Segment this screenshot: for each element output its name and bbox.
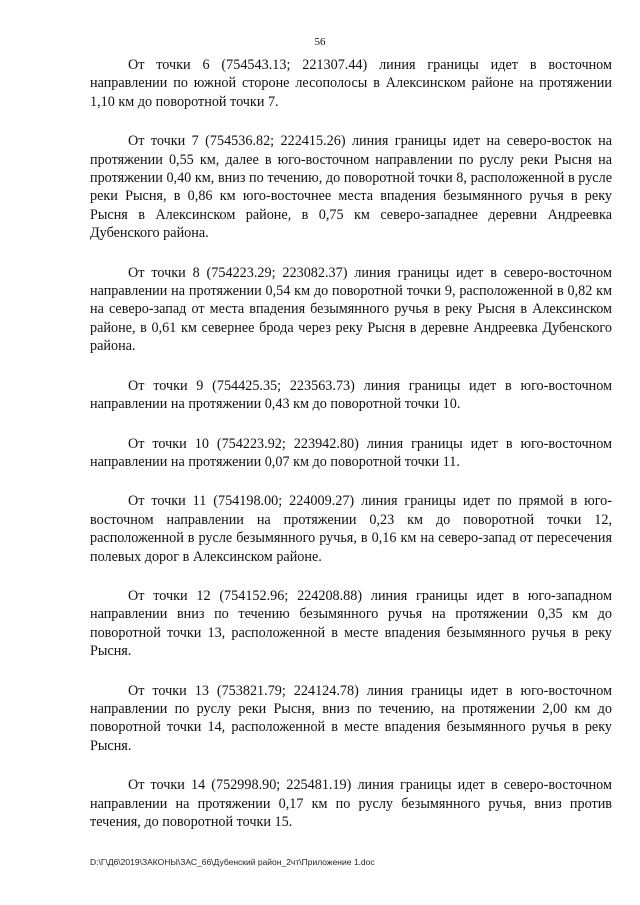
- page-number: 56: [314, 36, 326, 48]
- footer-file-path: D:\Г\Д6\2019\ЗАКОНЫ\ЗАС_66\Дубенский район_2чт\Приложение 1.doc: [90, 857, 375, 867]
- paragraph-point-11: От точки 11 (754198.00; 224009.27) линия границы идет по прямой в юго-восточном направлении на протяжении 0,23 км до поворотной точки 12, расположенной в русле безымянного ручья, в 0,16 км на северо-запад от пересечения полевых дорог в Алексинском районе.: [90, 493, 612, 565]
- paragraph-point-7: От точки 7 (754536.82; 222415.26) линия границы идет на северо-восток на протяжении 0,55 км, далее в юго-восточном направлении по руслу реки Рысня на протяжении 0,40 км, вниз по течению, до поворотной точки 8, расположенной в русле реки Рысня, в 0,86 км юго-восточнее места впадения безымянного ручья в реку Рысня в Алексинском районе, в 0,75 км северо-западнее деревни Андреевка Дубенского района.: [90, 133, 612, 242]
- paragraph-point-12: От точки 12 (754152.96; 224208.88) линия границы идет в юго-западном направлении вниз по течению безымянного ручья на протяжении 0,35 км до поворотной точки 13, расположенной в месте впадения безымянного ручья в реку Рысня.: [90, 587, 612, 660]
- paragraph-point-13: От точки 13 (753821.79; 224124.78) линия границы идет в юго-восточном направлении по руслу реки Рысня, вниз по течению, на протяжении 2,00 км до поворотной точки 14, расположенной в месте впадения безымянного ручья в реку Рысня.: [90, 682, 612, 754]
- paragraph-point-14: От точки 14 (752998.90; 225481.19) линия границы идет в северо-восточном направлении на протяжении 0,17 км по руслу безымянного ручья, вниз против течения, до поворотной точки 15.: [90, 777, 612, 830]
- paragraph-point-9: От точки 9 (754425.35; 223563.73) линия границы идет в юго-восточном направлении на протяжении 0,43 км до поворотной точки 10.: [90, 377, 612, 413]
- document-body: [90, 56, 612, 852]
- paragraph-point-6: От точки 6 (754543.13; 221307.44) линия границы идет в восточном направлении по южной стороне лесополосы в Алексинском районе на протяжении 1,10 км до поворотной точки 7.: [90, 57, 612, 110]
- paragraph-point-10: От точки 10 (754223.92; 223942.80) линия границы идет в юго-восточном направлении на протяжении 0,07 км до поворотной точки 11.: [90, 435, 612, 470]
- paragraph-point-8: От точки 8 (754223.29; 223082.37) линия границы идет в северо-восточном направлении на протяжении 0,54 км до поворотной точки 9, расположенной в 0,82 км на северо-запад от места впадения безымянного ручья в реку Рысня в Алексинском районе, в 0,61 км севернее брода через реку Рысня в деревне Андреевка Дубенского района.: [90, 264, 612, 355]
